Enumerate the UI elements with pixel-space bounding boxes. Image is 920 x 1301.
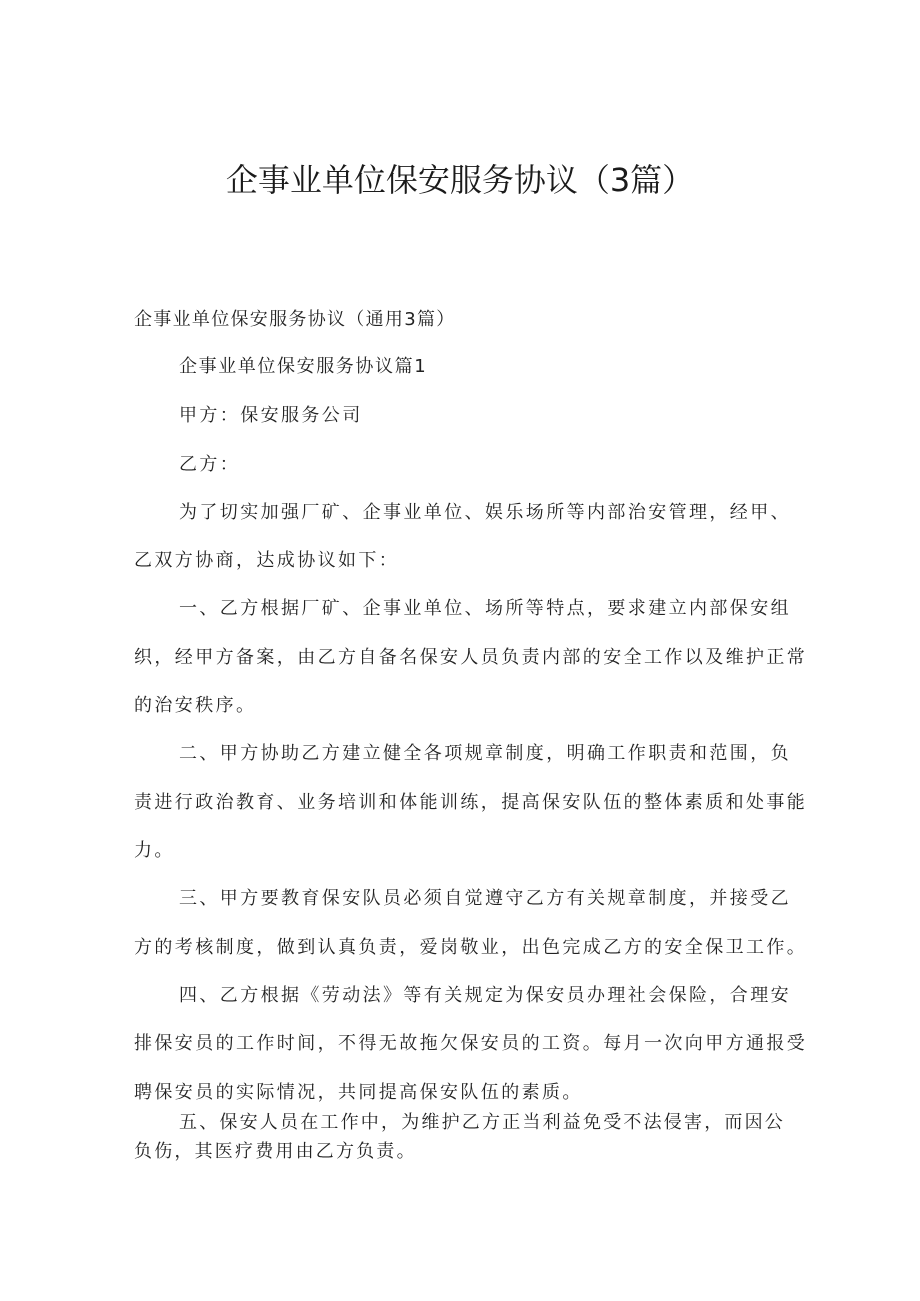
intro-paragraph-line: 乙双方协商，达成协议如下： (134, 550, 400, 571)
page-title: 企事业单位保安服务协议（3篇） (225, 161, 695, 199)
clause-1-line: 一、乙方根据厂矿、企事业单位、场所等特点，要求建立内部保安组 (179, 598, 791, 619)
clause-5-line: 五、保安人员在工作中，为维护乙方正当利益免受不法侵害，而因公 (179, 1112, 785, 1133)
intro-paragraph-line: 为了切实加强厂矿、企事业单位、娱乐场所等内部治安管理，经甲、 (179, 502, 791, 523)
clause-5-line: 负伤，其医疗费用由乙方负责。 (134, 1141, 417, 1162)
clause-4-line: 排保安员的工作时间，不得无故拖欠保安员的工资。每月一次向甲方通报受 (134, 1033, 808, 1054)
clause-2-line: 责进行政治教育、业务培训和体能训练，提高保安队伍的整体素质和处事能 (134, 792, 808, 813)
clause-3-line: 三、甲方要教育保安队员必须自觉遵守乙方有关规章制度，并接受乙 (179, 888, 791, 909)
clause-4-line: 四、乙方根据《劳动法》等有关规定为保安员办理社会保险，合理安 (179, 985, 791, 1006)
document-subtitle: 企事业单位保安服务协议（通用3篇） (134, 309, 456, 330)
party-a-line: 甲方：保安服务公司 (179, 405, 363, 426)
clause-1-line: 的治安秩序。 (134, 695, 257, 716)
clause-2-line: 二、甲方协助乙方建立健全各项规章制度，明确工作职责和范围，负 (179, 743, 791, 764)
clause-2-line: 力。 (134, 840, 175, 861)
party-b-line: 乙方： (179, 454, 241, 475)
section-heading: 企事业单位保安服务协议篇1 (179, 356, 428, 377)
clause-3-line: 方的考核制度，做到认真负责，爱岗敬业，出色完成乙方的安全保卫工作。 (134, 937, 808, 958)
clause-4-line: 聘保安员的实际情况，共同提高保安队伍的素质。 (134, 1082, 583, 1103)
clause-1-line: 织，经甲方备案，由乙方自备名保安人员负责内部的安全工作以及维护正常 (134, 647, 808, 668)
